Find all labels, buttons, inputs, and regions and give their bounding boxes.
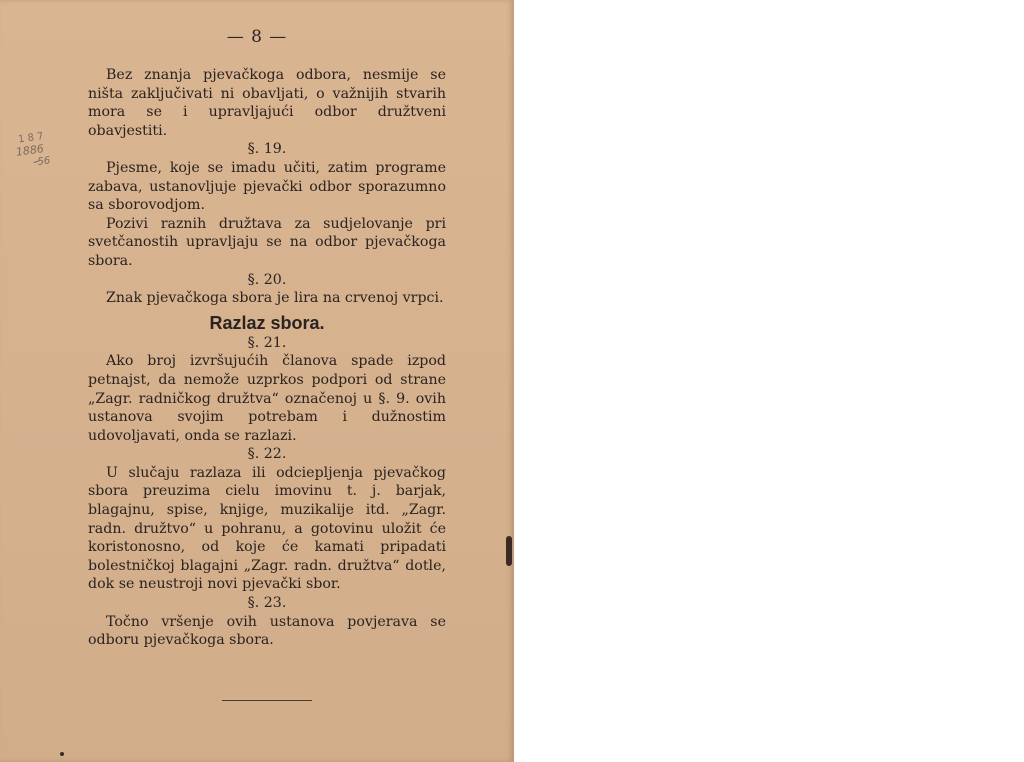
paragraph: Pozivi raznih družtava za sudjelovanje pri svetčanostih upravljaju se na odbor pjevačkoga sbora.: [88, 215, 446, 269]
handwritten-margin-note-icon: [11, 125, 63, 177]
ink-spot: [60, 752, 64, 756]
paragraph: Pjesme, koje se imadu učiti, zatim programe zabava, ustanovljuje pjevački odbor sporazumno sa sborovodjom.: [88, 159, 446, 214]
paragraph: Znak pjevačkoga sbora je lira na crvenoj vrpci.: [106, 290, 444, 307]
svg-text:1886: 1886: [15, 142, 45, 159]
paragraph: Ako broj izvršujućih članova spade izpod petnajst, da nemože uzprkos podpori od strane „Zagr. radničkog družtva“ označenoj u §. 9. ovih ustanova svojim potrebam i dužnostim udovoljavati, onda se razlazi.: [88, 353, 446, 444]
section-number: §. 21.: [247, 334, 287, 351]
closing-rule: [222, 700, 312, 701]
ink-spot: [506, 536, 512, 566]
document-body: [88, 66, 446, 650]
paragraph: Točno vršenje ovih ustanova povjerava se odboru pjevačkoga sbora.: [88, 613, 446, 649]
section-number: §. 23.: [247, 595, 287, 612]
section-number: §. 22.: [247, 446, 287, 463]
section-number: §. 19.: [247, 141, 287, 158]
svg-text:1 8 7: 1 8 7: [17, 131, 45, 146]
section-number: §. 20.: [247, 271, 287, 288]
paragraph: U slučaju razlaza ili odciepljenja pjevačkog sbora preuzima cielu imovinu t. j. barjak, blagajnu, spise, knjige, muzikalije itd. „Zagr. radn. družtvo“ u pohranu, a gotovinu uložit će koristonosno, od koje će kamati pripadati bolestničkoj blagajni „Zagr. radn. družtva“ dotle, dok se neustroji novi pjevački sbor.: [88, 464, 446, 593]
section-heading: Razlaz sbora.: [209, 312, 325, 333]
svg-text:56: 56: [36, 155, 51, 168]
page-number: — 8 —: [226, 27, 288, 47]
paragraph: Bez znanja pjevačkoga odbora, nesmije se ništa zaključivati ni obavljati, o važnijih stvarih mora se i upravljajući odbor družtveni obavjestiti.: [88, 67, 446, 139]
